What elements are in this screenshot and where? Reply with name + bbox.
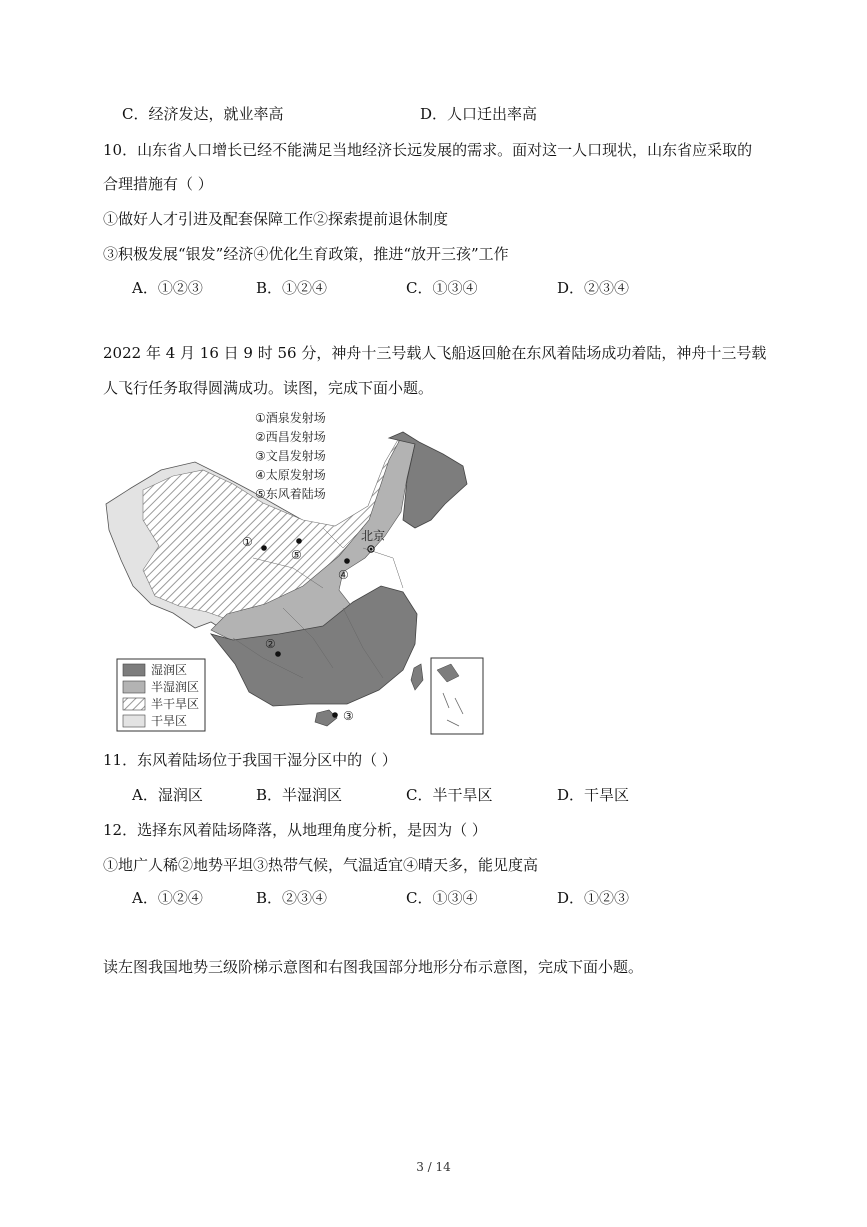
station-list xyxy=(255,410,326,501)
marker-dot-1 xyxy=(261,545,267,551)
station-label-2: ②西昌发射场 xyxy=(255,430,326,444)
legend-label-semi-wet: 半湿润区 xyxy=(151,680,200,694)
intro-line2: 人飞行任务取得圆满成功。读图，完成下面小题。 xyxy=(103,379,434,397)
q12-option-c: C．①③④ xyxy=(406,889,478,907)
q9-option-c: C．经济发达，就业率高 xyxy=(122,105,284,123)
q12-option-a: A．①②④ xyxy=(132,889,203,907)
marker-dot-5 xyxy=(296,538,302,544)
q12-stem: 12．选择东风着陆场降落，从地理角度分析，是因为（ ） xyxy=(103,821,487,839)
marker-dot-4 xyxy=(344,558,350,564)
q10-statement2: ③积极发展“银发”经济④优化生育政策，推进“放开三孩”工作 xyxy=(103,245,509,263)
intro-line1: 2022 年 4 月 16 日 9 时 56 分，神舟十三号载人飞船返回舱在东风着陆场成功着陆，神舟十三号载 xyxy=(103,344,767,362)
legend-label-semi-arid: 半干旱区 xyxy=(151,697,200,711)
legend-swatch-semi-arid xyxy=(123,698,145,710)
hainan-island xyxy=(315,710,337,726)
q10-option-c: C．①③④ xyxy=(406,279,478,297)
station-label-1: ①酒泉发射场 xyxy=(255,411,326,425)
q10-stem-line1: 10．山东省人口增长已经不能满足当地经济长远发展的需求。面对这一人口现状，山东省应采取的 xyxy=(103,141,753,159)
capital-label: 北京 xyxy=(361,529,386,543)
legend-swatch-semi-wet xyxy=(123,681,145,693)
taiwan-island xyxy=(411,664,423,690)
q11-option-c: C．半干旱区 xyxy=(406,786,493,804)
q12-statement: ①地广人稀②地势平坦③热带气候，气温适宜④晴天多，能见度高 xyxy=(103,856,539,874)
page-number: 3 / 14 xyxy=(416,1160,451,1174)
q10-option-d: D．②③④ xyxy=(557,279,630,297)
station-label-4: ④太原发射场 xyxy=(255,468,326,482)
legend-label-arid: 干旱区 xyxy=(151,714,188,728)
q10-stem-line2: 合理措施有（ ） xyxy=(103,175,213,193)
marker-label-2: ② xyxy=(265,637,276,651)
q12-option-d: D．①②③ xyxy=(557,889,630,907)
q10-option-a: A．①②③ xyxy=(132,279,203,297)
q11-option-b: B．半湿润区 xyxy=(256,786,343,804)
legend-swatch-wet xyxy=(123,664,145,676)
q10-option-b: B．①②④ xyxy=(256,279,328,297)
q11-option-d: D．干旱区 xyxy=(557,786,630,804)
q10-statement1: ①做好人才引进及配套保障工作②探索提前退休制度 xyxy=(103,210,449,228)
marker-label-5: ⑤ xyxy=(291,548,302,562)
q11-option-a: A．湿润区 xyxy=(132,786,203,804)
next-intro: 读左图我国地势三级阶梯示意图和右图我国部分地形分布示意图，完成下面小题。 xyxy=(103,958,644,976)
legend-swatch-arid xyxy=(123,715,145,727)
china-dry-wet-map xyxy=(103,408,493,738)
marker-dot-3 xyxy=(332,712,338,718)
south-china-sea-inset xyxy=(431,658,483,734)
marker-label-4: ④ xyxy=(338,568,349,582)
marker-dot-2 xyxy=(275,651,281,657)
station-label-3: ③文昌发射场 xyxy=(255,449,326,463)
legend xyxy=(117,659,205,731)
q11-stem: 11．东风着陆场位于我国干湿分区中的（ ） xyxy=(103,751,397,769)
marker-label-1: ① xyxy=(242,535,253,549)
legend-label-wet: 湿润区 xyxy=(151,663,188,677)
station-label-5: ⑤东风着陆场 xyxy=(255,487,326,501)
q12-option-b: B．②③④ xyxy=(256,889,328,907)
marker-label-3: ③ xyxy=(343,709,354,723)
q9-option-d: D．人口迁出率高 xyxy=(420,105,538,123)
